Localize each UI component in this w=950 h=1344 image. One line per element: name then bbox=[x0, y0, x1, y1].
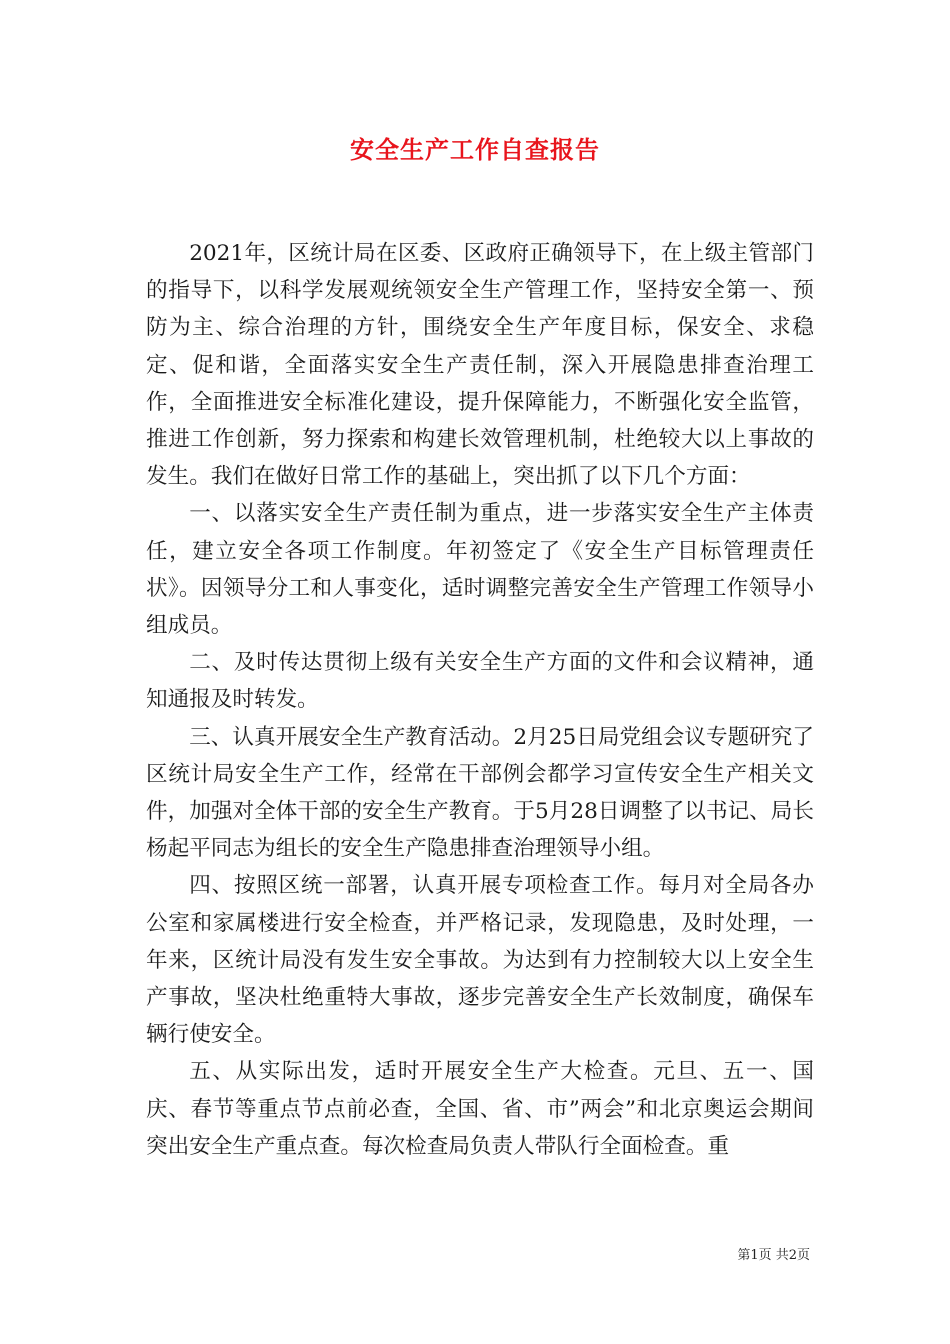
paragraph-item-4: 四、按照区统一部署，认真开展专项检查工作。每月对全局各办公室和家属楼进行安全检查，并严格记录，发现隐患，及时处理，一年来，区统计局没有发生安全事故。为达到有力控制较大以上安全生产事故，坚决杜绝重特大事故，逐步完善安全生产长效制度，确保车辆行使安全。 bbox=[146, 873, 814, 1048]
page-number-footer: 第1页 共2页 bbox=[737, 1248, 810, 1263]
document-title: 安全生产工作自查报告 bbox=[350, 135, 600, 164]
paragraph-item-2: 二、及时传达贯彻上级有关安全生产方面的文件和会议精神，通知通报及时转发。 bbox=[146, 650, 814, 713]
paragraph-item-3: 三、认真开展安全生产教育活动。2月25日局党组会议专题研究了区统计局安全生产工作，经常在干部例会都学习宣传安全生产相关文件，加强对全体干部的安全生产教育。于5月28日调整了以书记、局长杨起平同志为组长的安全生产隐患排查治理领导小组。 bbox=[146, 724, 814, 862]
paragraph-item-1: 一、以落实安全生产责任制为重点，进一步落实安全生产主体责任，建立安全各项工作制度。年初签定了《安全生产目标管理责任状》。因领导分工和人事变化，适时调整完善安全生产管理工作领导小组成员。 bbox=[146, 501, 814, 639]
paragraph-intro: 2021年，区统计局在区委、区政府正确领导下，在上级主管部门的指导下，以科学发展观统领安全生产管理工作，坚持安全第一、预防为主、综合治理的方针，围绕安全生产年度目标，保安全、求稳定、促和谐，全面落实安全生产责任制，深入开展隐患排查治理工作，全面推进安全标准化建设，提升保障能力，不断强化安全监管，推进工作创新，努力探索和构建长效管理机制，杜绝较大以上事故的发生。我们在做好日常工作的基础上，突出抓了以下几个方面： bbox=[146, 241, 814, 490]
document-body bbox=[146, 235, 814, 1165]
paragraph-item-5: 五、从实际出发，适时开展安全生产大检查。元旦、五一、国庆、春节等重点节点前必查，全国、省、市”两会”和北京奥运会期间突出安全生产重点查。每次检查局负责人带队行全面检查。重 bbox=[146, 1059, 814, 1159]
